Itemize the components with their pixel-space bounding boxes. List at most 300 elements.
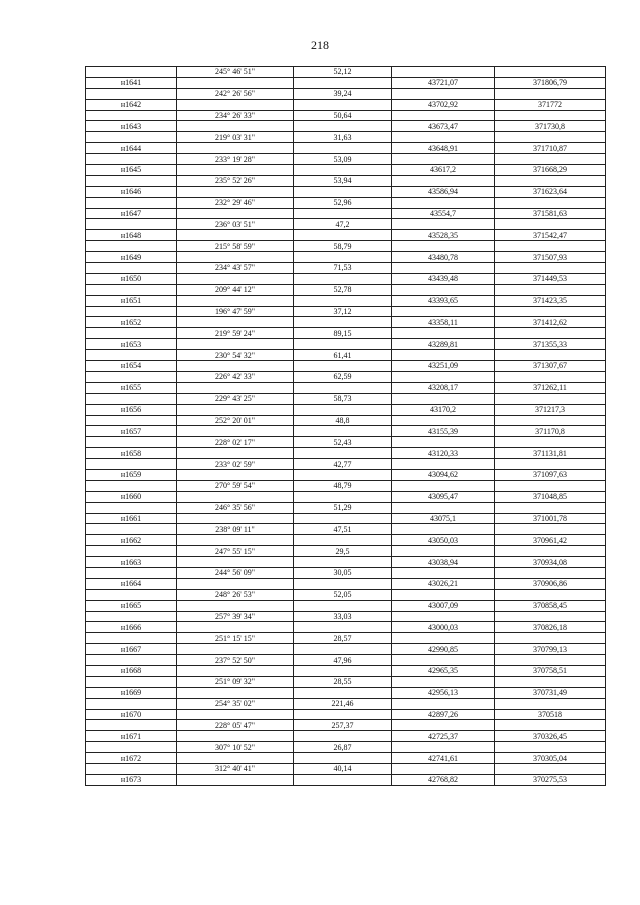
point-id-cell: н1671 bbox=[86, 731, 177, 742]
empty-cell bbox=[495, 655, 606, 666]
x-coordinate-cell: 43528,35 bbox=[392, 230, 495, 241]
empty-cell bbox=[392, 611, 495, 622]
point-id-cell: н1650 bbox=[86, 273, 177, 284]
empty-cell bbox=[392, 88, 495, 99]
distance-cell: 53,09 bbox=[294, 154, 392, 165]
direction-angle-cell: 236° 03' 51" bbox=[177, 219, 294, 230]
empty-cell bbox=[177, 208, 294, 219]
point-row bbox=[86, 121, 606, 132]
point-row bbox=[86, 230, 606, 241]
x-coordinate-cell: 43702,92 bbox=[392, 99, 495, 110]
empty-cell bbox=[177, 774, 294, 785]
direction-angle-cell: 232° 29' 46" bbox=[177, 197, 294, 208]
point-row bbox=[86, 295, 606, 306]
empty-cell bbox=[86, 132, 177, 143]
y-coordinate-cell: 370799,13 bbox=[495, 644, 606, 655]
empty-cell bbox=[177, 709, 294, 720]
empty-cell bbox=[86, 284, 177, 295]
distance-cell: 71,53 bbox=[294, 263, 392, 274]
point-id-cell: н1641 bbox=[86, 77, 177, 88]
x-coordinate-cell: 43393,65 bbox=[392, 295, 495, 306]
segment-row bbox=[86, 589, 606, 600]
empty-cell bbox=[177, 644, 294, 655]
distance-cell: 48,8 bbox=[294, 415, 392, 426]
point-id-cell: н1651 bbox=[86, 295, 177, 306]
distance-cell: 42,77 bbox=[294, 459, 392, 470]
direction-angle-cell: 254° 35' 02" bbox=[177, 698, 294, 709]
y-coordinate-cell: 371449,53 bbox=[495, 273, 606, 284]
segment-row bbox=[86, 306, 606, 317]
empty-cell bbox=[495, 284, 606, 295]
x-coordinate-cell: 42897,26 bbox=[392, 709, 495, 720]
x-coordinate-cell: 43648,91 bbox=[392, 143, 495, 154]
x-coordinate-cell: 43095,47 bbox=[392, 491, 495, 502]
empty-cell bbox=[177, 252, 294, 263]
empty-cell bbox=[294, 317, 392, 328]
empty-cell bbox=[294, 121, 392, 132]
empty-cell bbox=[495, 219, 606, 230]
y-coordinate-cell: 371412,62 bbox=[495, 317, 606, 328]
empty-cell bbox=[177, 404, 294, 415]
empty-cell bbox=[86, 263, 177, 274]
direction-angle-cell: 248° 26' 53" bbox=[177, 589, 294, 600]
empty-cell bbox=[86, 764, 177, 775]
y-coordinate-cell: 370934,08 bbox=[495, 557, 606, 568]
point-id-cell: н1659 bbox=[86, 469, 177, 480]
empty-cell bbox=[392, 328, 495, 339]
segment-row bbox=[86, 67, 606, 78]
empty-cell bbox=[392, 110, 495, 121]
x-coordinate-cell: 42768,82 bbox=[392, 774, 495, 785]
empty-cell bbox=[392, 284, 495, 295]
empty-cell bbox=[294, 557, 392, 568]
point-row bbox=[86, 165, 606, 176]
empty-cell bbox=[495, 611, 606, 622]
empty-cell bbox=[177, 382, 294, 393]
empty-cell bbox=[86, 480, 177, 491]
segment-row bbox=[86, 698, 606, 709]
point-id-cell: н1668 bbox=[86, 665, 177, 676]
point-row bbox=[86, 774, 606, 785]
direction-angle-cell: 215° 58' 59" bbox=[177, 241, 294, 252]
empty-cell bbox=[495, 350, 606, 361]
distance-cell: 26,87 bbox=[294, 742, 392, 753]
point-row bbox=[86, 99, 606, 110]
empty-cell bbox=[177, 535, 294, 546]
empty-cell bbox=[86, 589, 177, 600]
y-coordinate-cell: 371307,67 bbox=[495, 361, 606, 372]
empty-cell bbox=[495, 742, 606, 753]
segment-row bbox=[86, 437, 606, 448]
segment-row bbox=[86, 459, 606, 470]
point-row bbox=[86, 273, 606, 284]
point-row bbox=[86, 186, 606, 197]
y-coordinate-cell: 371623,64 bbox=[495, 186, 606, 197]
direction-angle-cell: 228° 05' 47" bbox=[177, 720, 294, 731]
empty-cell bbox=[86, 415, 177, 426]
x-coordinate-cell: 43007,09 bbox=[392, 600, 495, 611]
distance-cell: 33,03 bbox=[294, 611, 392, 622]
empty-cell bbox=[392, 459, 495, 470]
empty-cell bbox=[392, 175, 495, 186]
empty-cell bbox=[86, 371, 177, 382]
empty-cell bbox=[495, 371, 606, 382]
empty-cell bbox=[86, 328, 177, 339]
distance-cell: 52,43 bbox=[294, 437, 392, 448]
empty-cell bbox=[495, 480, 606, 491]
point-id-cell: н1657 bbox=[86, 426, 177, 437]
segment-row bbox=[86, 655, 606, 666]
empty-cell bbox=[495, 459, 606, 470]
point-row bbox=[86, 644, 606, 655]
point-id-cell: н1661 bbox=[86, 513, 177, 524]
empty-cell bbox=[392, 633, 495, 644]
empty-cell bbox=[495, 437, 606, 448]
empty-cell bbox=[177, 687, 294, 698]
empty-cell bbox=[294, 513, 392, 524]
empty-cell bbox=[392, 415, 495, 426]
empty-cell bbox=[86, 437, 177, 448]
point-id-cell: н1658 bbox=[86, 448, 177, 459]
empty-cell bbox=[86, 676, 177, 687]
empty-cell bbox=[86, 175, 177, 186]
empty-cell bbox=[495, 698, 606, 709]
x-coordinate-cell: 43000,03 bbox=[392, 622, 495, 633]
empty-cell bbox=[86, 350, 177, 361]
empty-cell bbox=[294, 273, 392, 284]
point-row bbox=[86, 404, 606, 415]
segment-row bbox=[86, 132, 606, 143]
distance-cell: 61,41 bbox=[294, 350, 392, 361]
point-id-cell: н1663 bbox=[86, 557, 177, 568]
empty-cell bbox=[177, 165, 294, 176]
distance-cell: 37,12 bbox=[294, 306, 392, 317]
direction-angle-cell: 233° 02' 59" bbox=[177, 459, 294, 470]
empty-cell bbox=[495, 546, 606, 557]
y-coordinate-cell: 370826,18 bbox=[495, 622, 606, 633]
point-id-cell: н1645 bbox=[86, 165, 177, 176]
segment-row bbox=[86, 524, 606, 535]
distance-cell: 53,94 bbox=[294, 175, 392, 186]
y-coordinate-cell: 370731,49 bbox=[495, 687, 606, 698]
direction-angle-cell: 251° 15' 15" bbox=[177, 633, 294, 644]
point-id-cell: н1666 bbox=[86, 622, 177, 633]
distance-cell: 257,37 bbox=[294, 720, 392, 731]
empty-cell bbox=[177, 600, 294, 611]
empty-cell bbox=[86, 393, 177, 404]
x-coordinate-cell: 43586,94 bbox=[392, 186, 495, 197]
point-row bbox=[86, 426, 606, 437]
point-row bbox=[86, 753, 606, 764]
segment-row bbox=[86, 393, 606, 404]
x-coordinate-cell: 43038,94 bbox=[392, 557, 495, 568]
empty-cell bbox=[86, 110, 177, 121]
point-row bbox=[86, 535, 606, 546]
point-id-cell: н1653 bbox=[86, 339, 177, 350]
empty-cell bbox=[392, 263, 495, 274]
empty-cell bbox=[294, 578, 392, 589]
segment-row bbox=[86, 611, 606, 622]
empty-cell bbox=[86, 306, 177, 317]
empty-cell bbox=[177, 426, 294, 437]
empty-cell bbox=[495, 720, 606, 731]
point-row bbox=[86, 143, 606, 154]
x-coordinate-cell: 43289,81 bbox=[392, 339, 495, 350]
empty-cell bbox=[177, 99, 294, 110]
empty-cell bbox=[86, 633, 177, 644]
y-coordinate-cell: 370758,51 bbox=[495, 665, 606, 676]
empty-cell bbox=[392, 589, 495, 600]
segment-row bbox=[86, 720, 606, 731]
direction-angle-cell: 251° 09' 32" bbox=[177, 676, 294, 687]
direction-angle-cell: 229° 43' 25" bbox=[177, 393, 294, 404]
empty-cell bbox=[392, 480, 495, 491]
empty-cell bbox=[86, 219, 177, 230]
point-id-cell: н1664 bbox=[86, 578, 177, 589]
segment-row bbox=[86, 415, 606, 426]
empty-cell bbox=[495, 502, 606, 513]
segment-row bbox=[86, 371, 606, 382]
empty-cell bbox=[294, 382, 392, 393]
x-coordinate-cell: 42990,85 bbox=[392, 644, 495, 655]
y-coordinate-cell: 371170,8 bbox=[495, 426, 606, 437]
distance-cell: 221,46 bbox=[294, 698, 392, 709]
empty-cell bbox=[392, 306, 495, 317]
x-coordinate-cell: 43358,11 bbox=[392, 317, 495, 328]
x-coordinate-cell: 43480,78 bbox=[392, 252, 495, 263]
point-id-cell: н1643 bbox=[86, 121, 177, 132]
empty-cell bbox=[177, 143, 294, 154]
empty-cell bbox=[495, 589, 606, 600]
segment-row bbox=[86, 502, 606, 513]
point-id-cell: н1646 bbox=[86, 186, 177, 197]
empty-cell bbox=[86, 154, 177, 165]
point-id-cell: н1656 bbox=[86, 404, 177, 415]
x-coordinate-cell: 43617,2 bbox=[392, 165, 495, 176]
empty-cell bbox=[294, 295, 392, 306]
segment-row bbox=[86, 350, 606, 361]
x-coordinate-cell: 43094,62 bbox=[392, 469, 495, 480]
empty-cell bbox=[392, 350, 495, 361]
x-coordinate-cell: 43673,47 bbox=[392, 121, 495, 132]
empty-cell bbox=[495, 263, 606, 274]
x-coordinate-cell: 43439,48 bbox=[392, 273, 495, 284]
point-row bbox=[86, 252, 606, 263]
empty-cell bbox=[177, 273, 294, 284]
empty-cell bbox=[392, 720, 495, 731]
y-coordinate-cell: 371131,81 bbox=[495, 448, 606, 459]
y-coordinate-cell: 370275,53 bbox=[495, 774, 606, 785]
direction-angle-cell: 226° 42' 33" bbox=[177, 371, 294, 382]
empty-cell bbox=[294, 665, 392, 676]
coordinates-table bbox=[85, 66, 606, 786]
empty-cell bbox=[177, 491, 294, 502]
point-row bbox=[86, 361, 606, 372]
empty-cell bbox=[177, 557, 294, 568]
empty-cell bbox=[86, 720, 177, 731]
x-coordinate-cell: 43050,03 bbox=[392, 535, 495, 546]
empty-cell bbox=[392, 546, 495, 557]
empty-cell bbox=[177, 121, 294, 132]
segment-row bbox=[86, 110, 606, 121]
y-coordinate-cell: 370518 bbox=[495, 709, 606, 720]
segment-row bbox=[86, 241, 606, 252]
empty-cell bbox=[294, 622, 392, 633]
segment-row bbox=[86, 546, 606, 557]
distance-cell: 40,14 bbox=[294, 764, 392, 775]
point-row bbox=[86, 448, 606, 459]
point-id-cell: н1654 bbox=[86, 361, 177, 372]
distance-cell: 30,05 bbox=[294, 567, 392, 578]
empty-cell bbox=[86, 567, 177, 578]
empty-cell bbox=[86, 88, 177, 99]
empty-cell bbox=[177, 448, 294, 459]
empty-cell bbox=[392, 676, 495, 687]
empty-cell bbox=[294, 644, 392, 655]
empty-cell bbox=[294, 77, 392, 88]
distance-cell: 28,55 bbox=[294, 676, 392, 687]
x-coordinate-cell: 43026,21 bbox=[392, 578, 495, 589]
empty-cell bbox=[177, 731, 294, 742]
empty-cell bbox=[294, 491, 392, 502]
y-coordinate-cell: 371355,33 bbox=[495, 339, 606, 350]
empty-cell bbox=[86, 459, 177, 470]
empty-cell bbox=[392, 764, 495, 775]
empty-cell bbox=[294, 143, 392, 154]
empty-cell bbox=[495, 154, 606, 165]
point-id-cell: н1648 bbox=[86, 230, 177, 241]
x-coordinate-cell: 43251,09 bbox=[392, 361, 495, 372]
empty-cell bbox=[294, 208, 392, 219]
empty-cell bbox=[177, 513, 294, 524]
x-coordinate-cell: 42741,61 bbox=[392, 753, 495, 764]
distance-cell: 47,51 bbox=[294, 524, 392, 535]
empty-cell bbox=[177, 665, 294, 676]
y-coordinate-cell: 370326,45 bbox=[495, 731, 606, 742]
direction-angle-cell: 234° 43' 57" bbox=[177, 263, 294, 274]
point-row bbox=[86, 731, 606, 742]
empty-cell bbox=[177, 77, 294, 88]
point-row bbox=[86, 600, 606, 611]
x-coordinate-cell: 43721,07 bbox=[392, 77, 495, 88]
empty-cell bbox=[392, 655, 495, 666]
empty-cell bbox=[392, 197, 495, 208]
empty-cell bbox=[495, 764, 606, 775]
distance-cell: 58,73 bbox=[294, 393, 392, 404]
y-coordinate-cell: 371710,87 bbox=[495, 143, 606, 154]
segment-row bbox=[86, 764, 606, 775]
empty-cell bbox=[294, 361, 392, 372]
empty-cell bbox=[294, 753, 392, 764]
y-coordinate-cell: 371581,63 bbox=[495, 208, 606, 219]
point-row bbox=[86, 578, 606, 589]
distance-cell: 47,2 bbox=[294, 219, 392, 230]
y-coordinate-cell: 371423,35 bbox=[495, 295, 606, 306]
empty-cell bbox=[294, 99, 392, 110]
empty-cell bbox=[392, 437, 495, 448]
direction-angle-cell: 257° 39' 34" bbox=[177, 611, 294, 622]
y-coordinate-cell: 370858,45 bbox=[495, 600, 606, 611]
empty-cell bbox=[294, 731, 392, 742]
distance-cell: 28,57 bbox=[294, 633, 392, 644]
empty-cell bbox=[294, 687, 392, 698]
empty-cell bbox=[86, 655, 177, 666]
empty-cell bbox=[86, 241, 177, 252]
direction-angle-cell: 242° 26' 56" bbox=[177, 88, 294, 99]
segment-row bbox=[86, 197, 606, 208]
point-row bbox=[86, 339, 606, 350]
empty-cell bbox=[294, 448, 392, 459]
point-row bbox=[86, 491, 606, 502]
x-coordinate-cell: 42725,37 bbox=[392, 731, 495, 742]
y-coordinate-cell: 370906,86 bbox=[495, 578, 606, 589]
empty-cell bbox=[495, 306, 606, 317]
x-coordinate-cell: 43120,33 bbox=[392, 448, 495, 459]
point-id-cell: н1667 bbox=[86, 644, 177, 655]
distance-cell: 58,79 bbox=[294, 241, 392, 252]
empty-cell bbox=[495, 567, 606, 578]
point-id-cell: н1670 bbox=[86, 709, 177, 720]
empty-cell bbox=[495, 132, 606, 143]
point-row bbox=[86, 77, 606, 88]
empty-cell bbox=[392, 154, 495, 165]
distance-cell: 39,24 bbox=[294, 88, 392, 99]
direction-angle-cell: 237° 52' 50" bbox=[177, 655, 294, 666]
empty-cell bbox=[294, 252, 392, 263]
direction-angle-cell: 307° 10' 52" bbox=[177, 742, 294, 753]
direction-angle-cell: 247° 55' 15" bbox=[177, 546, 294, 557]
empty-cell bbox=[495, 393, 606, 404]
segment-row bbox=[86, 328, 606, 339]
direction-angle-cell: 230° 54' 32" bbox=[177, 350, 294, 361]
point-row bbox=[86, 208, 606, 219]
direction-angle-cell: 235° 52' 26" bbox=[177, 175, 294, 186]
y-coordinate-cell: 370305,04 bbox=[495, 753, 606, 764]
y-coordinate-cell: 371507,93 bbox=[495, 252, 606, 263]
y-coordinate-cell: 371097,63 bbox=[495, 469, 606, 480]
empty-cell bbox=[177, 186, 294, 197]
x-coordinate-cell: 43075,1 bbox=[392, 513, 495, 524]
empty-cell bbox=[177, 230, 294, 241]
coordinates-table-body bbox=[86, 67, 606, 786]
empty-cell bbox=[392, 567, 495, 578]
point-row bbox=[86, 665, 606, 676]
distance-cell: 50,64 bbox=[294, 110, 392, 121]
point-id-cell: н1660 bbox=[86, 491, 177, 502]
distance-cell: 52,96 bbox=[294, 197, 392, 208]
empty-cell bbox=[495, 633, 606, 644]
empty-cell bbox=[392, 524, 495, 535]
empty-cell bbox=[86, 698, 177, 709]
empty-cell bbox=[392, 502, 495, 513]
empty-cell bbox=[392, 371, 495, 382]
empty-cell bbox=[495, 676, 606, 687]
empty-cell bbox=[294, 535, 392, 546]
empty-cell bbox=[392, 241, 495, 252]
direction-angle-cell: 245° 46' 51" bbox=[177, 67, 294, 78]
direction-angle-cell: 219° 03' 31" bbox=[177, 132, 294, 143]
empty-cell bbox=[177, 622, 294, 633]
segment-row bbox=[86, 567, 606, 578]
point-row bbox=[86, 513, 606, 524]
empty-cell bbox=[294, 404, 392, 415]
empty-cell bbox=[86, 67, 177, 78]
point-id-cell: н1655 bbox=[86, 382, 177, 393]
direction-angle-cell: 312° 40' 41" bbox=[177, 764, 294, 775]
point-id-cell: н1665 bbox=[86, 600, 177, 611]
empty-cell bbox=[294, 600, 392, 611]
segment-row bbox=[86, 175, 606, 186]
